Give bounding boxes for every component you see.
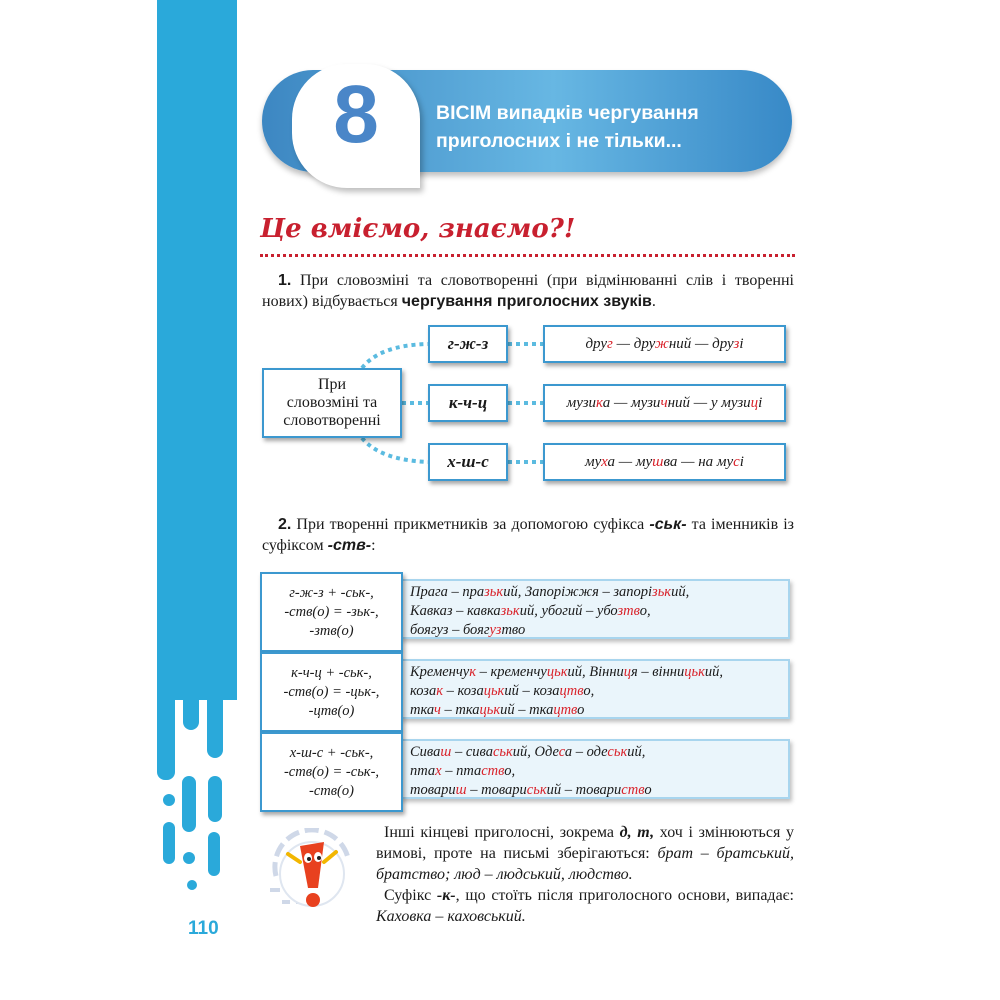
highlighted-letters: ськ [526,782,547,798]
diagram-root-line: словозміні та [286,394,378,411]
example-text: і [739,335,744,352]
paragraph-bold: чергування приголосних звуків [401,293,652,310]
highlighted-letters: ш [455,782,467,798]
example-text: – коза [443,683,484,699]
alternation-box: к-ч-ц [428,384,508,422]
highlighted-letters: с [558,744,565,760]
highlighted-letters: цьк [483,683,505,699]
section-title: Це вміємо, знаємо?! [260,214,576,244]
diagram-root-box [262,368,402,438]
example-line [410,743,780,762]
example-text: – пта [441,763,482,779]
rule-line: к-ч-ц + -ськ-, [291,664,372,681]
paragraph-text: . [651,293,656,310]
suffix-term: -ств- [327,537,372,554]
diagram-root-line: словотворенні [283,412,381,429]
paragraph-number: 1. [278,272,292,289]
highlighted-letters: к [436,683,443,699]
example-text: о, [639,603,651,619]
example-text: товари [410,782,456,798]
example-words [585,454,744,471]
highlighted-letters: ц [623,664,632,680]
highlighted-letters: ськ [607,744,628,760]
example-text: о, [583,683,595,699]
example-text: тво [501,622,526,638]
rule-line: х-ш-с + -ськ-, [289,744,374,761]
example-text: ий – коза [504,683,560,699]
example-text: ий, Оде [512,744,559,760]
note-bold: -к- [436,887,456,904]
suffix-rule-box [260,652,403,732]
suffix-rule-box [260,572,403,652]
example-text: ий, [671,584,690,600]
highlighted-letters: цьк [546,664,568,680]
note-text: Суфікс [384,887,437,904]
example-line [410,583,780,602]
rule-line: г-ж-з + -ськ-, [289,584,374,601]
example-text: о [577,702,585,718]
highlighted-letters: х [601,453,608,470]
example-line [410,621,780,640]
example-text: коза [410,683,437,699]
suffix-example-box [400,739,790,799]
paragraph-number: 2. [278,516,292,533]
paragraph-2 [262,514,794,556]
example-text: ний — у музи [667,394,751,411]
highlighted-letters: х [435,763,442,779]
note-paragraph-1 [376,822,794,885]
note-text: , що стоїть після приголосного основи, випадає: [455,887,794,904]
note-italic: брат – братський, братство; люд – людський, людство. [376,845,795,883]
example-text: Сива [410,744,441,760]
highlighted-letters: зьк [500,603,520,619]
paragraph-text: та іменників із суфіксом [262,516,795,554]
example-text: о [644,782,652,798]
highlighted-letters: ж [654,335,669,352]
example-text: ий, [704,664,723,680]
example-text: а – оде [564,744,608,760]
example-text: тка [410,702,434,718]
chapter-title-line: приголосних і не тільки... [436,130,682,152]
example-text: о, [504,763,516,779]
highlighted-letters: к [596,394,603,411]
chapter-number: 8 [333,69,379,160]
note-text: Інші кінцеві приголосні, зокрема [384,824,620,841]
example-words [567,395,763,412]
example-words [585,336,743,353]
example-text: – товари [466,782,527,798]
example-text: музи [566,394,597,411]
example-text: му [585,453,602,470]
example-text: – сива [451,744,493,760]
example-text: боягуз – бояг [410,622,490,638]
highlighted-letters: ськ [492,744,513,760]
note-italic: Каховка – каховський. [376,908,526,925]
highlighted-letters: цтв [553,702,578,718]
example-line [410,781,780,800]
example-text: ий, Вінни [567,664,624,680]
example-text: – кременчу [476,664,547,680]
highlighted-letters: ств [621,782,645,798]
highlighted-letters: цьк [684,664,705,680]
rule-line: -цтв(о) [308,702,355,719]
exclamation-mascot-icon [262,828,362,920]
highlighted-letters: г [607,335,613,352]
note-bold: д, т, [619,824,655,841]
highlighted-letters: зтв [617,603,640,619]
highlighted-letters: зьк [652,584,672,600]
highlighted-letters: ч [433,702,441,718]
example-text: пта [410,763,436,779]
highlighted-letters: цьк [479,702,501,718]
rule-line: -ств(о) [309,782,354,799]
chapter-title-line: ВІСІМ випадків чергування [436,102,699,124]
example-text: Кременчу [410,664,470,680]
example-text: а — му [607,453,653,470]
example-text: ий, убогий – убо [519,603,618,619]
paragraph-text: При словозміні та словотворенні (при відмінюванні слів і творенні нових) відбувається [262,272,794,310]
highlighted-letters: ш [440,744,452,760]
highlighted-letters: з [733,335,740,352]
example-text: Кавказ – кавка [410,603,501,619]
alternation-box: г-ж-з [428,325,508,363]
example-text: і [739,453,744,470]
example-text: ий – тка [500,702,554,718]
note-paragraph-2 [376,885,794,927]
example-box [543,384,786,422]
example-text: – тка [440,702,480,718]
example-text: я – вінни [631,664,685,680]
rule-line: -ств(о) = -ськ-, [283,763,380,780]
highlighted-letters: ств [481,763,505,779]
example-text: ний — дру [668,335,734,352]
highlighted-letters: с [733,453,740,470]
example-line [410,602,780,621]
example-box [543,325,786,363]
rule-line: -ств(о) = -зьк-, [284,603,379,620]
note-text: хоч і змінюються у вимові, проте на письмі зберігаються: [376,824,794,862]
example-text: Прага – пра [410,584,485,600]
highlighted-letters: ц [750,394,759,411]
highlighted-letters: к [469,664,476,680]
highlighted-letters: ш [652,453,664,470]
highlighted-letters: цтв [559,683,584,699]
example-text: ий, Запоріжжя – запорі [503,584,653,600]
suffix-rule-box [260,732,403,812]
example-line [410,701,780,720]
example-text: ий – товари [546,782,622,798]
example-text: а — музи [602,394,661,411]
example-box [543,443,786,481]
example-line [410,762,780,781]
example-text: і [758,394,763,411]
rule-line: -зтв(о) [309,622,354,639]
example-line [410,682,780,701]
highlighted-letters: зьк [484,584,504,600]
page-number: 110 [188,918,219,939]
paragraph-text: : [371,537,376,554]
example-text: — дру [612,335,655,352]
suffix-term: -ськ- [649,516,687,533]
example-text: ва — на му [663,453,734,470]
example-line [410,663,780,682]
paragraph-text: При творенні прикметників за допомогою суфікса [291,516,650,533]
rule-line: -ств(о) = -цьк-, [283,683,380,700]
alternation-box: х-ш-с [428,443,508,481]
suffix-example-box [400,659,790,719]
example-text: ий, [627,744,646,760]
suffix-example-box [400,579,790,639]
highlighted-letters: ч [660,394,668,411]
example-text: дру [585,335,608,352]
highlighted-letters: уз [489,622,502,638]
diagram-root-line: При [317,376,347,393]
